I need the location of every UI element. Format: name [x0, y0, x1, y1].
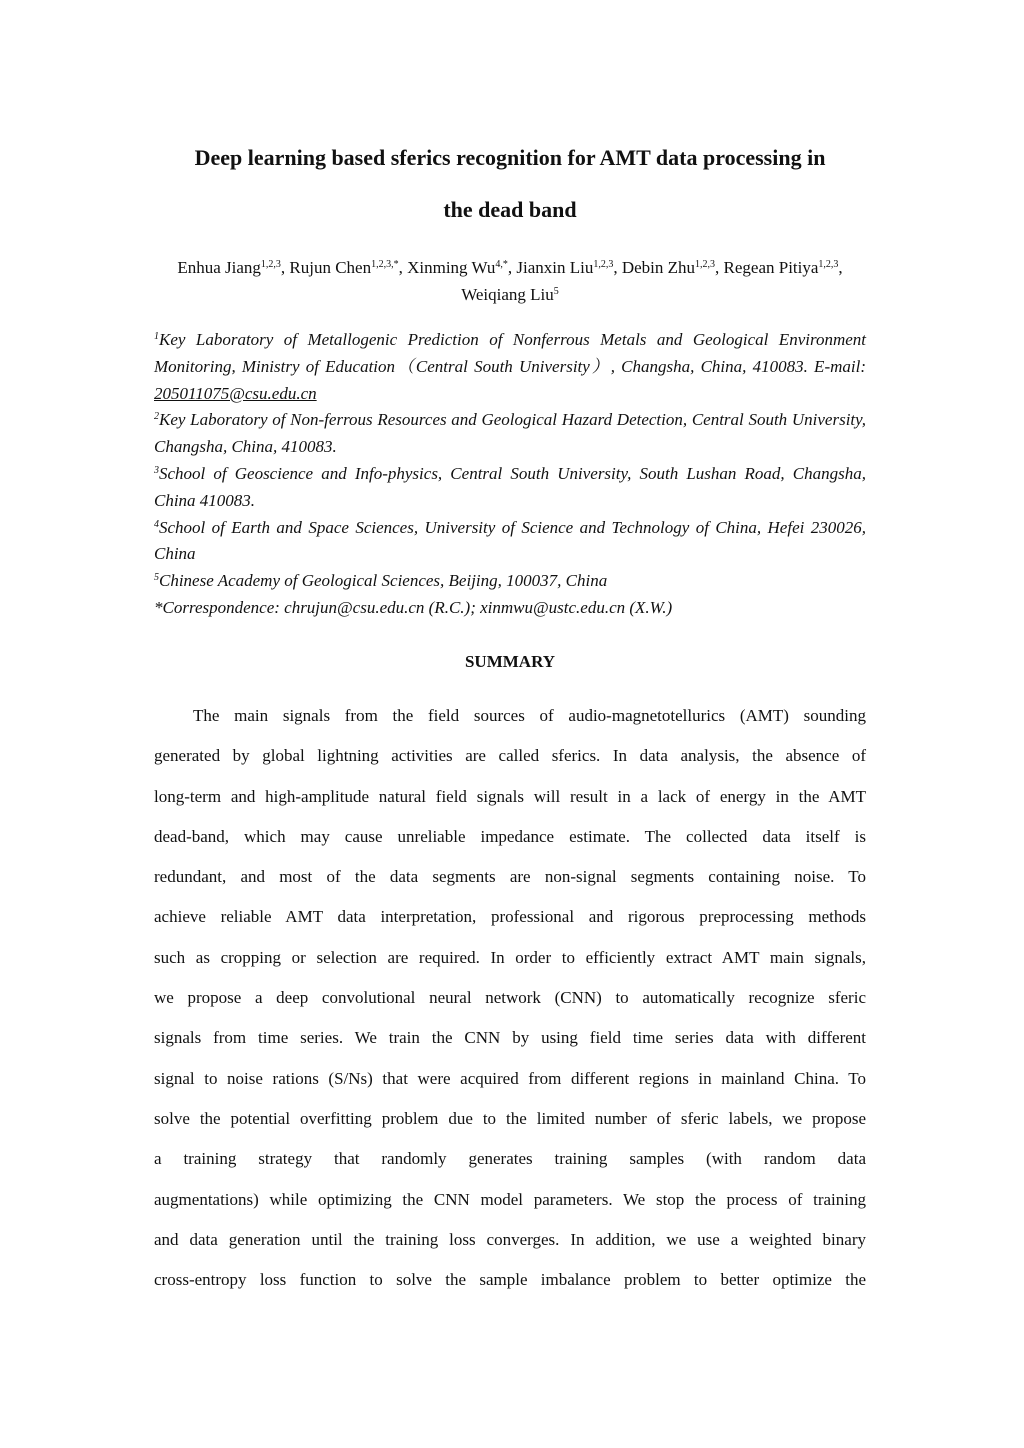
summary-line: such as cropping or selection are required. In order to efficiently extract AMT main signals,: [154, 947, 866, 967]
title-line-2: the dead band: [443, 197, 577, 222]
summary-line: long-term and high-amplitude natural field signals will result in a lack of energy in the AMT: [154, 786, 866, 806]
author: Xinming $Wu^{4,*}$,: [407, 258, 517, 277]
author: Regean Pitiya$^{1,2,3}$,: [723, 258, 843, 277]
affiliation-4: $^4$School of Earth and Space Sciences, University of Science and Technology of China, Hefei 230026, China: [154, 517, 866, 564]
summary-line: dead-band, which may cause unreliable impedance estimate. The collected data itself is: [154, 826, 866, 846]
summary-line: we propose a deep convolutional neural network (CNN) to automatically recognize sferic: [154, 988, 866, 1008]
author-list: [154, 254, 866, 308]
email-link[interactable]: 205011075@csu.edu.cn: [154, 383, 317, 403]
summary-line: a training strategy that randomly generates training samples (with random data: [154, 1149, 866, 1169]
affiliation-2: $^2$Key Laboratory of Non-ferrous Resources and Geological Hazard Detection, Central South University, Changsha, China, 410083.: [154, 410, 866, 457]
summary-line: cross-entropy loss function to solve the sample imbalance problem to better optimize the: [154, 1270, 866, 1290]
summary-line: signal to noise rations (S/Ns) that were acquired from different regions in mainland China. To: [154, 1068, 866, 1088]
affiliation-1: $^1$Key Laboratory of Metallogenic Prediction of Nonferrous Metals and Geological Environment Monitoring, Ministry of Education（Central South University）, Changsha, China, 410083. E-mail: 205011075@csu.edu.cn: [154, 330, 866, 403]
author: Rujun Chen$^{1,2,3,*}$,: [289, 258, 408, 277]
author: Weiqiang Liu$^5$: [461, 285, 559, 304]
summary-line: redundant, and most of the data segments are non-signal segments containing noise. To: [154, 867, 866, 887]
summary-line: solve the potential overfitting problem due to the limited number of sferic labels, we propose: [154, 1108, 866, 1128]
summary-line: The main signals from the field sources of audio-magnetotellurics (AMT) sounding: [193, 706, 866, 725]
paper-title: [154, 132, 866, 236]
author: Enhua Jiang$^{1,2,3}$,: [177, 258, 290, 277]
affiliation-3: $^3$School of Geoscience and Info-physics, Central South University, South Lushan Road, Changsha, China 410083.: [154, 463, 866, 510]
affiliation-5: $^5$Chinese Academy of Geological Sciences, Beijing, 100037, China: [154, 571, 608, 591]
summary-line: and data generation until the training loss converges. In addition, we use a weighted binary: [154, 1229, 866, 1249]
summary-line: generated by global lightning activities are called sferics. In data analysis, the absence of: [154, 746, 866, 766]
summary-line: achieve reliable AMT data interpretation, professional and rigorous preprocessing methods: [154, 907, 866, 927]
summary-line: augmentations) while optimizing the CNN model parameters. We stop the process of training: [154, 1189, 866, 1209]
title-line-1: Deep learning based sferics recognition for AMT data processing in: [194, 145, 826, 170]
summary-paragraph: [154, 696, 866, 1300]
author: Jianxin Liu$^{1,2,3}$,: [516, 258, 622, 277]
summary-line: signals from time series. We train the CNN by using field time series data with different: [154, 1028, 866, 1048]
author: Debin Zhu$^{1,2,3}$,: [621, 258, 724, 277]
affiliations: [154, 327, 866, 622]
summary-heading: SUMMARY: [464, 652, 556, 671]
correspondence: *Correspondence: chrujun@csu.edu.cn (R.C.); xinmwu@ustc.edu.cn (X.W.): [154, 597, 673, 617]
